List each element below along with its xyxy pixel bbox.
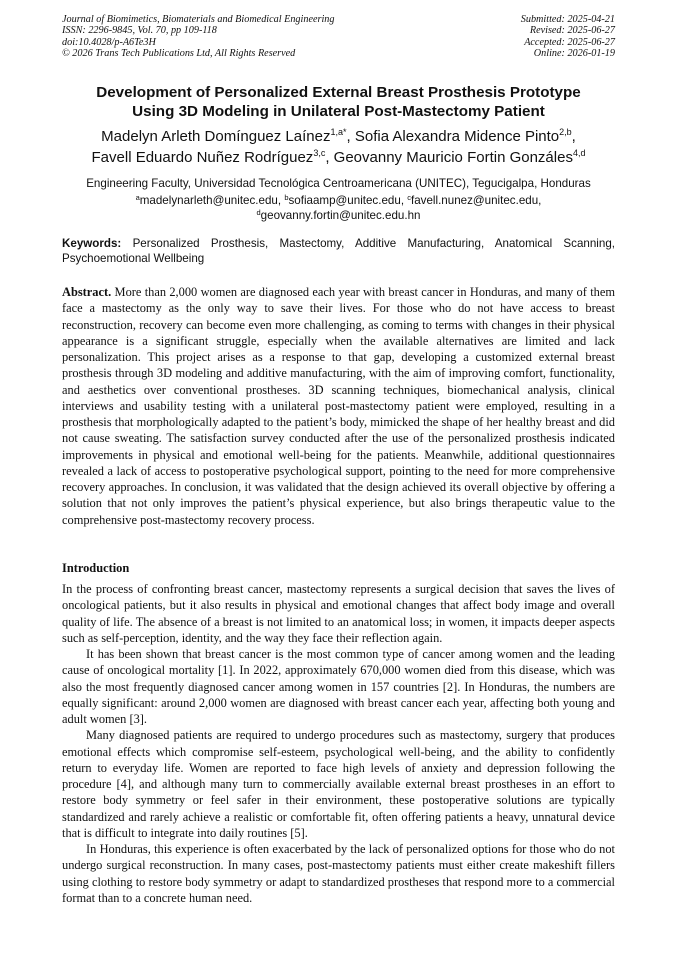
author-affil-mark: 3,c <box>313 148 326 158</box>
revised-date: Revised: 2025-06-27 <box>529 25 615 37</box>
paragraph: Many diagnosed patients are required to undergo procedures such as mastectomy, surgery that produces emotional effects which compromise self-esteem, psychological well-being, and the ability to confidently return to everyday life. Women are reported to face high levels of anxiety and depression following the procedure [4], and although many turn to commercially available external breast prostheses in an effort to restore body symmetry or feel safer in their environment, these postoperative solutions are typically standardized and rarely achieve a realistic or comfortable fit, often offering patients a heavy, unnatural device that is difficult to integrate into daily routines [5]. <box>62 728 615 840</box>
abstract <box>62 284 615 528</box>
email-c[interactable]: $^c$favell.nunez@unitec.edu, <box>407 193 542 207</box>
keywords <box>62 236 615 266</box>
author-list <box>62 126 615 168</box>
introduction-heading: Introduction <box>62 561 130 575</box>
paragraph: In Honduras, this experience is often exacerbated by the lack of personalized options for those who do not undergo surgical reconstruction. In many cases, post-mastectomy patients must either create makeshift fillers using clothing to restore body symmetry or adapt to standardized prostheses that respond more to a commercial format than to a concrete human need. <box>62 842 615 905</box>
introduction-body <box>62 581 615 906</box>
issn-volume: ISSN: 2296-9845, Vol. 70, pp 109-118 <box>62 25 217 37</box>
author-name: Geovanny Mauricio Fortin Gonzáles <box>333 149 573 166</box>
abstract-text: More than 2,000 women are diagnosed each year with breast cancer in Honduras, and many of them face a mastectomy as the only way to save their lives. For those who do not have access to breast reconstruction, recovery can become even more challenging, as coming to terms with changes in their physical appearance is a significant struggle, especially when the available alternatives are limited and lack personalization. This project arises as a response to that gap, developing a customized external breast prosthesis through 3D modeling and additive manufacturing, with the aim of improving comfort, functionality, and aesthetics over conventional prostheses. 3D scanning techniques, biomechanical analysis, clinical interviews and usability testing with a unilateral post-mastectomy patient were employed, resulting in a prosthesis that morphologically adapted to the patient’s body, mimicked the shape of her healthy breast and did not cause sweating. The satisfaction survey conducted after the use of the personalized prosthesis indicated improvements in physical and emotional well-being for the patients. Meanwhile, additional questionnaires revealed a lack of access to postoperative psychological support, pointing to the need for more comprehensive recovery approaches. In conclusion, it was validated that the design achieved its overall objective by offering a solution that not only improves the patient’s physical experience, but also brings therapeutic value to the comprehensive post-mastectomy recovery process. <box>62 285 615 527</box>
email-b[interactable]: $^b$sofiaamp@unitec.edu, <box>284 193 408 207</box>
header-right <box>521 14 615 60</box>
affiliation: Engineering Faculty, Universidad Tecnológica Centroamericana (UNITEC), Tegucigalpa, Honduras <box>86 177 591 190</box>
doi[interactable]: doi:10.4028/p-A6Te3H <box>62 36 156 48</box>
online-date: Online: 2026-01-19 <box>533 48 615 60</box>
author-3: Favell Eduardo Nuñez Rodríguez$^{3,c}$, <box>91 148 334 166</box>
paragraph: It has been shown that breast cancer is the most common type of cancer among women and the leading cause of oncological mortality [1]. In 2022, approximately 670,000 women died from this disease, which was also the most frequently diagnosed cancer among women in 157 countries [2]. In Honduras, the numbers are equally significant: around 2,000 women are diagnosed with breast cancer each year, affecting both young and adult women [3]. <box>62 647 615 726</box>
copyright: © 2026 Trans Tech Publications Ltd, All Rights Reserved <box>62 48 296 60</box>
author-affil-mark: 2,b <box>559 127 572 137</box>
email-a[interactable]: $^a$madelynarleth@unitec.edu, <box>135 193 285 207</box>
header-left <box>62 14 334 60</box>
author-affil-mark: 4,d <box>572 148 586 158</box>
author-name: Sofia Alexandra Midence Pinto <box>354 128 560 145</box>
paper-title <box>62 83 615 121</box>
journal-name: Journal of Biomimetics, Biomaterials and Biomedical Engineering <box>62 14 335 25</box>
title-line-2: Using 3D Modeling in Unilateral Post-Mastectomy Patient <box>132 103 545 120</box>
keywords-text: Personalized Prosthesis, Mastectomy, Additive Manufacturing, Anatomical Scanning, Psychoemotional Wellbeing <box>62 237 615 265</box>
keywords-label: Keywords: <box>62 237 122 250</box>
author-4 <box>334 149 586 166</box>
author-affil-mark: 1,a* <box>330 127 347 137</box>
email-d[interactable]: $^d$geovanny.fortin@unitec.edu.hn <box>256 208 421 222</box>
email-list <box>62 193 615 223</box>
author-name: Madelyn Arleth Domínguez Laínez <box>101 128 331 145</box>
author-1: Madelyn Arleth Domínguez Laínez$^{1,a*}$, <box>101 127 355 145</box>
submitted-date: Submitted: 2025-04-21 <box>520 14 615 25</box>
abstract-label: Abstract. <box>62 285 112 299</box>
title-line-1: Development of Personalized External Breast Prosthesis Prototype <box>96 84 581 101</box>
author-2: Sofia Alexandra Midence Pinto$^{2,b}$, <box>354 127 576 145</box>
author-name: Favell Eduardo Nuñez Rodríguez <box>91 149 314 166</box>
paragraph: In the process of confronting breast cancer, mastectomy represents a surgical decision that saves the lives of oncological patients, but it also results in physical and emotional changes that affect body image and overall quality of life. The absence of a breast is not limited to an anatomical loss; in women, it impacts deeper aspects such as self-perception, identity, and the way they face their reflection again. <box>62 582 615 645</box>
accepted-date: Accepted: 2025-06-27 <box>524 36 615 48</box>
